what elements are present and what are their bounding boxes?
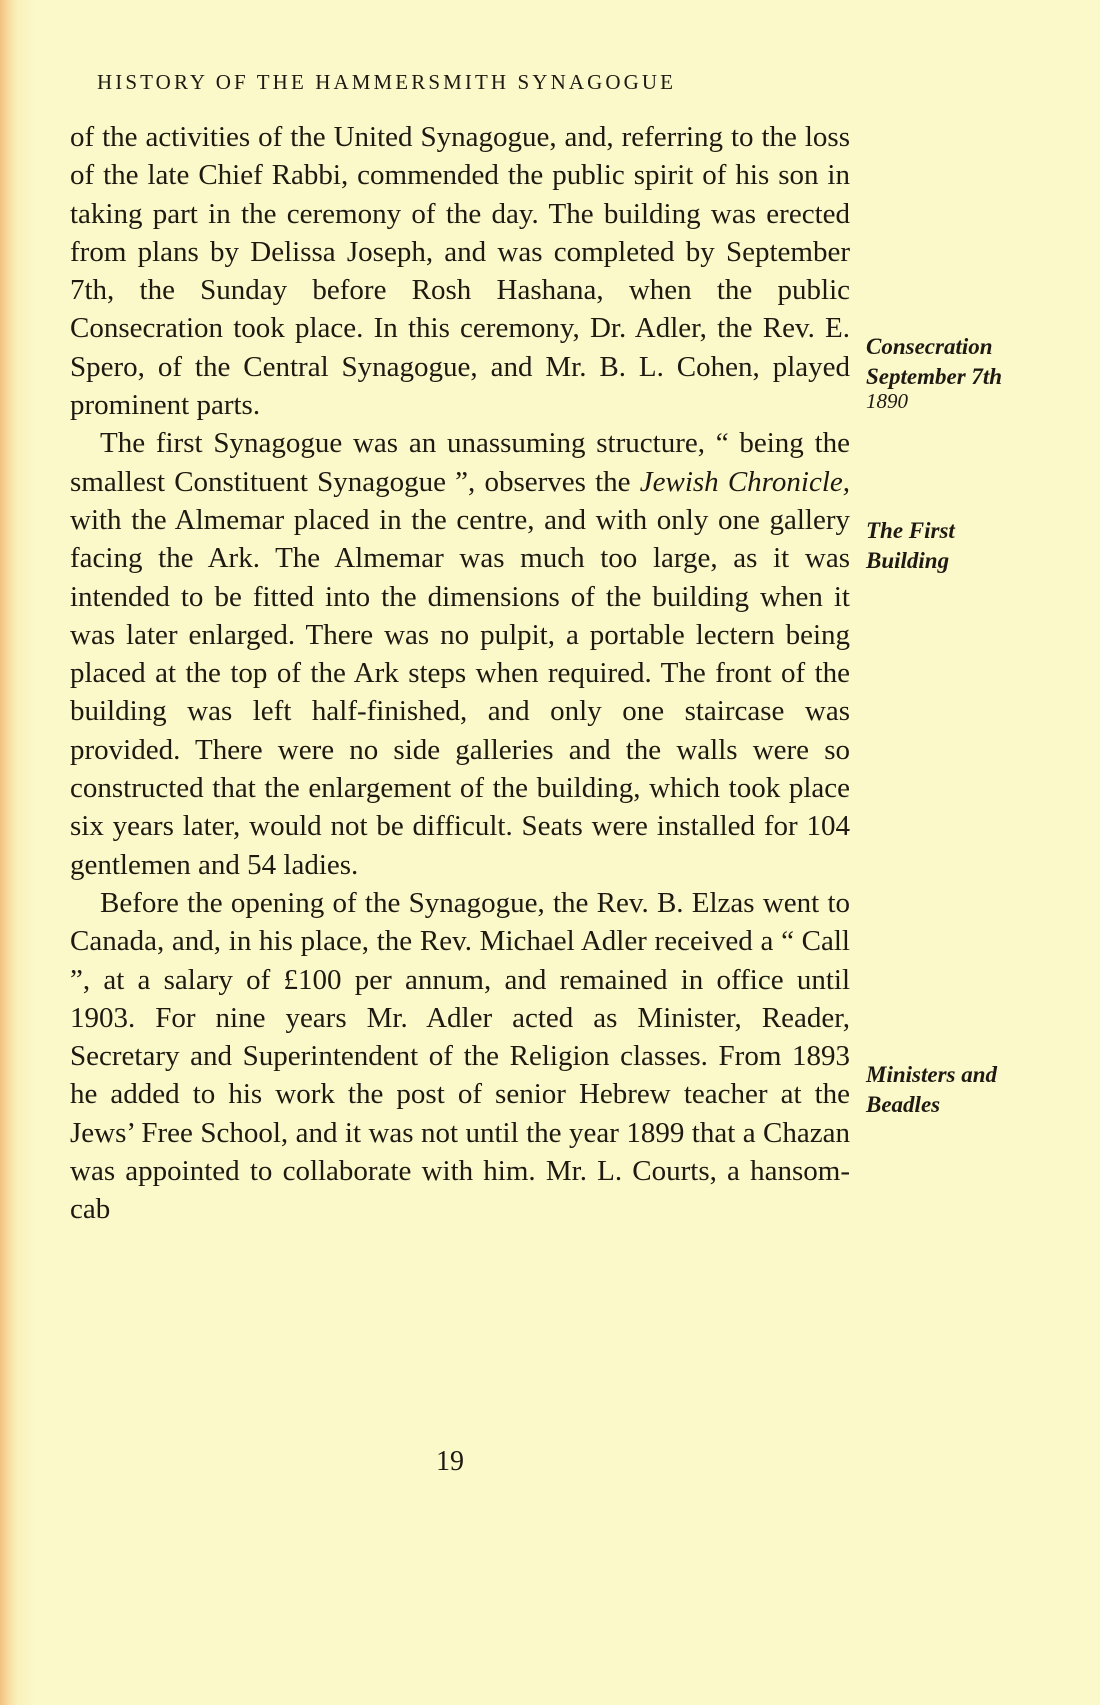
sidenote-first-building-line1: The First (866, 518, 955, 543)
publication-title: Jewish Chronicle, (639, 465, 850, 498)
paragraph-1: of the activities of the United Synagogue, and, referring to the loss of the late Chief Rabbi, commended the public spirit of his son in taking part in the ceremony of the day. The building was erected from plans by Delissa Joseph, and was completed by September 7th, the Sunday before Rosh Hashana, when the public Consecration took place. In this ceremony, Dr. Adler, the Rev. E. Spero, of the Central Synagogue, and Mr. B. L. Cohen, played prominent parts. (70, 121, 850, 422)
sidenote-consecration-year: 1890 (866, 389, 908, 413)
sidenote-ministers-line2: Beadles (866, 1092, 941, 1117)
sidenote-ministers-beadles (866, 1060, 997, 1120)
sidenote-consecration-line2: September 7th (866, 364, 1003, 389)
sidenote-consecration-line1: Consecration (866, 334, 993, 359)
paragraph-2 (70, 424, 850, 884)
body-text (70, 118, 850, 1229)
paragraph-3: Before the opening of the Synagogue, the Rev. B. Elzas went to Canada, and, in his place, the Rev. Michael Adler received a “ Call ”, at a salary of £100 per annum, and remained in office until 1903. For nine years Mr. Adler acted as Minister, Reader, Secretary and Superintendent of the Religion classes. From 1893 he added to his work the post of senior Hebrew teacher at the Jews’ Free School, and it was not until the year 1899 that a Chazan was appointed to collaborate with him. Mr. L. Courts, a hansom-cab (70, 886, 850, 1226)
sidenote-ministers-line1: Ministers and (866, 1062, 998, 1087)
sidenote-first-building (866, 516, 955, 576)
running-head: HISTORY OF THE HAMMERSMITH SYNAGOGUE (97, 70, 677, 94)
page-number: 19 (436, 1446, 464, 1477)
sidenote-consecration (866, 332, 1003, 413)
sidenote-first-building-line2: Building (866, 548, 950, 573)
paragraph-2-end: with the Almemar placed in the centre, and with only one gallery facing the Ark. The Almemar was much too large, as it was intended to be fitted into the dimensions of the building when it was later enlarged. There was no pulpit, a portable lectern being placed at the top of the Ark steps when required. The front of the building was left half-finished, and only one staircase was provided. There were no side galleries and the walls were so constructed that the enlargement of the building, which took place six years later, would not be difficult. Seats were installed for 104 gentlemen and 54 ladies. (70, 503, 850, 881)
paragraph-2-start: The first Synagogue was an unassuming structure, “ being the smallest Constituent Synagogue ”, observes the (70, 427, 850, 498)
